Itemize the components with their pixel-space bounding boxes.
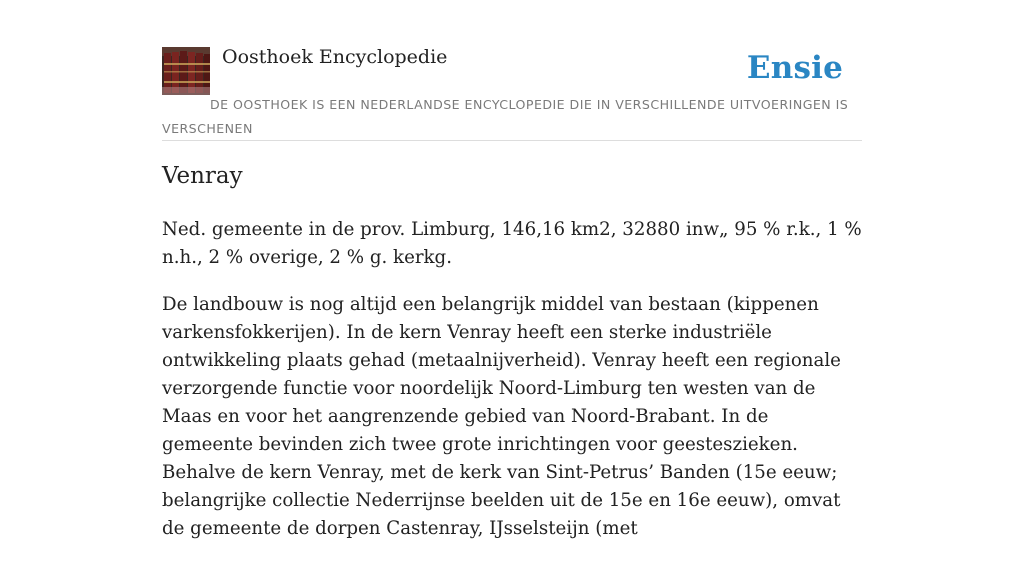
page-container: [162, 0, 862, 539]
encyclopedia-books-icon: [162, 47, 210, 95]
source-title[interactable]: Oosthoek Encyclopedie: [222, 46, 448, 68]
avatar[interactable]: [162, 47, 210, 95]
article-paragraph: Ned. gemeente in de prov. Limburg, 146,16 km2, 32880 inw„ 95 % r.k., 1 % n.h., 2 % overige, 2 % g. kerkg.: [162, 219, 862, 268]
article-paragraph: De landbouw is nog altijd een belangrijk middel van bestaan (kippenen varkensfokkerijen). In de kern Venray heeft een sterke industriële ontwikkeling plaats gehad (metaalnijverheid). Venray heeft een regionale verzorgende functie voor noordelijk Noord-Limburg ten westen van de Maas en voor het aangrenzende gebied van Noord-Brabant. In de gemeente bevinden zich twee grote inrichtingen voor geesteszieken. Behalve de kern Venray, met de kerk van Sint-Petrus’ Banden (15e eeuw; belangrijke collectie Nederrijnse beelden uit de 15e en 16e eeuw), omvat de gemeente de dorpen Castenray, IJsselsteijn (met: [162, 294, 841, 539]
source-description: DE OOSTHOEK IS EEN NEDERLANDSE ENCYCLOPEDIE DIE IN VERSCHILLENDE UITVOERINGEN IS VERSCHENEN: [162, 97, 849, 136]
ensie-logo[interactable]: Ensie: [746, 50, 843, 86]
article-body: [162, 216, 862, 562]
source-header: [162, 0, 862, 141]
article-title: Venray: [162, 163, 243, 189]
